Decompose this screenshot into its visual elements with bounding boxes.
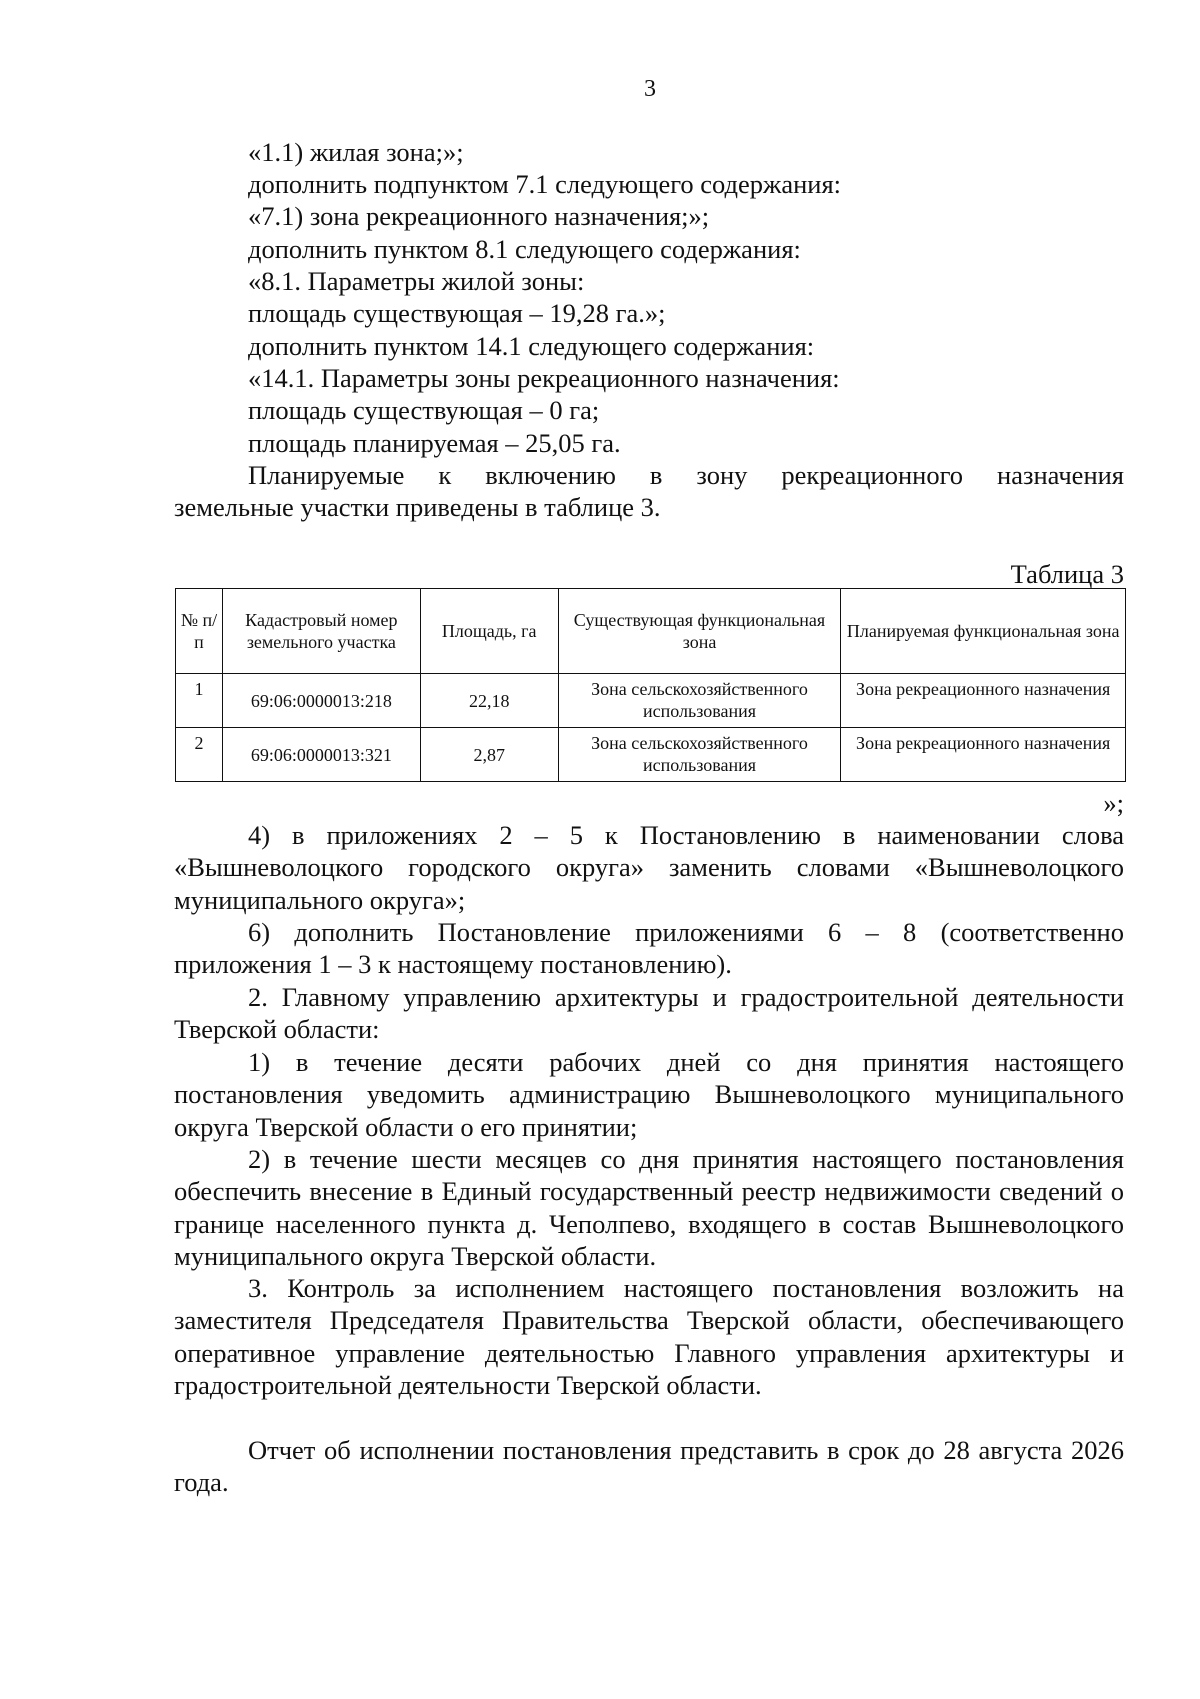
cell-area: 2,87 [420, 728, 558, 782]
closing-quote: »; [1103, 788, 1124, 818]
cell-existing-zone: Зона сельскохозяйственного использования [558, 674, 841, 728]
intro-paragraph [174, 459, 1124, 524]
intro-line-2: земельные участки приведены в таблице 3. [174, 492, 661, 523]
paragraph-section-2-item-2 [174, 1143, 1124, 1272]
paragraph-text: Отчет об исполнении постановления представить в срок до 28 августа 2026 года. [174, 1435, 1124, 1498]
cell-planned-zone: Зона рекреационного назначения [841, 674, 1126, 728]
land-plots-table [175, 588, 1126, 782]
cell-num: 2 [176, 728, 223, 782]
header-area: Площадь, га [420, 589, 558, 674]
header-existing-zone: Существующая функциональная зона [558, 589, 841, 674]
paragraph-section-2 [174, 981, 1124, 1046]
table-caption: Таблица 3 [1010, 559, 1124, 589]
amendment-line: «14.1. Параметры зоны рекреационного назначения: [248, 363, 840, 393]
paragraph-item-4 [174, 819, 1124, 916]
table-row [176, 674, 1126, 728]
header-num: № п/п [176, 589, 223, 674]
intro-line-1: Планируемые к включению в зону рекреационного назначения [248, 460, 1124, 490]
paragraph-text: 1) в течение десяти рабочих дней со дня принятия настоящего постановления уведомить администрацию Вышневолоцкого муниципального округа Тверской области о его принятии; [174, 1047, 1124, 1142]
paragraph-section-3 [174, 1272, 1124, 1401]
amendment-line: дополнить пунктом 14.1 следующего содержания: [248, 331, 815, 361]
paragraph-item-6 [174, 916, 1124, 981]
cell-planned-zone: Зона рекреационного назначения [841, 728, 1126, 782]
amendment-line: «7.1) зона рекреационного назначения;»; [248, 201, 710, 231]
cell-num: 1 [176, 674, 223, 728]
paragraph-section-2-item-1 [174, 1046, 1124, 1143]
cell-cadastral: 69:06:0000013:218 [222, 674, 420, 728]
amendment-line: площадь существующая – 0 га; [248, 395, 600, 425]
paragraph-text: 3. Контроль за исполнением настоящего постановления возложить на заместителя Председателя Правительства Тверской области, обеспечивающего оперативное управление деятельностью Главного управления архитектуры и градостроительной деятельности Тверской области. [174, 1273, 1124, 1400]
paragraph-text: 2. Главному управлению архитектуры и градостроительной деятельности Тверской области: [174, 982, 1124, 1045]
amendment-line: дополнить подпунктом 7.1 следующего содержания: [248, 169, 842, 199]
header-cadastral: Кадастровый номер земельного участка [222, 589, 420, 674]
cell-area: 22,18 [420, 674, 558, 728]
cell-existing-zone: Зона сельскохозяйственного использования [558, 728, 841, 782]
header-planned-zone: Планируемая функциональная зона [841, 589, 1126, 674]
amendment-line: площадь планируемая – 25,05 га. [248, 428, 621, 458]
cell-cadastral: 69:06:0000013:321 [222, 728, 420, 782]
paragraph-text: 4) в приложениях 2 – 5 к Постановлению в наименовании слова «Вышневолоцкого городского округа» заменить словами «Вышневолоцкого муниципального округа»; [174, 820, 1124, 915]
table-header-row [176, 589, 1126, 674]
page-number: 3 [644, 76, 656, 102]
paragraph-text: 2) в течение шести месяцев со дня принятия настоящего постановления обеспечить внесение в Единый государственный реестр недвижимости сведений о границе населенного пункта д. Чеполпево, входящего в состав Вышневолоцкого муниципального округа Тверской области. [174, 1144, 1124, 1271]
amendment-line: «1.1) жилая зона;»; [248, 137, 464, 167]
table-row [176, 728, 1126, 782]
amendment-line: дополнить пунктом 8.1 следующего содержания: [248, 234, 801, 264]
paragraph-text: 6) дополнить Постановление приложениями 6 – 8 (соответственно приложения 1 – 3 к настоящему постановлению). [174, 917, 1124, 980]
paragraph-report [174, 1434, 1124, 1499]
amendment-line: «8.1. Параметры жилой зоны: [248, 266, 585, 296]
amendment-line: площадь существующая – 19,28 га.»; [248, 298, 666, 328]
